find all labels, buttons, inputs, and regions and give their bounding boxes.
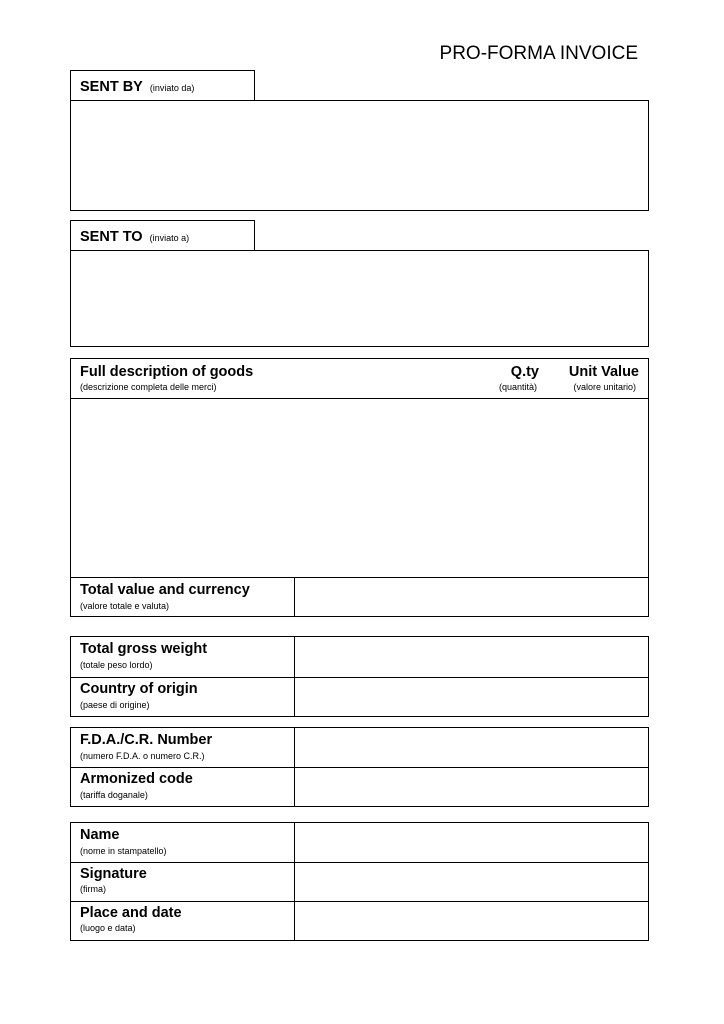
armonized-code-label: Armonized code (80, 771, 193, 787)
gross-weight-label: Total gross weight (80, 641, 208, 657)
armonized-code-field[interactable] (295, 768, 648, 806)
gross-weight-sublabel: (totale peso lordo) (80, 660, 153, 670)
total-value-label: Total value and currency (80, 582, 250, 598)
total-value-sublabel: (valore totale e valuta) (80, 601, 170, 611)
place-and-date-field[interactable] (295, 902, 648, 940)
gross-weight-field[interactable] (295, 637, 648, 677)
signature-sublabel: (firma) (80, 884, 106, 894)
sent-to-tab (70, 220, 255, 251)
fda-number-field[interactable] (295, 728, 648, 767)
qty-label: Q.ty (510, 364, 539, 380)
fda-number-label: F.D.A./C.R. Number (80, 732, 213, 748)
goods-items-field[interactable] (71, 399, 648, 577)
qty-sublabel: (quantità) (498, 382, 537, 392)
goods-description-label: Full description of goods (80, 364, 254, 380)
country-of-origin-label: Country of origin (80, 681, 198, 697)
goods-description-sublabel: (descrizione completa delle merci) (80, 382, 217, 392)
sent-by-label: SENT BY (80, 79, 143, 95)
unit-value-sublabel: (valore unitario) (573, 382, 636, 392)
name-label: Name (80, 827, 120, 843)
name-field[interactable] (295, 823, 648, 862)
place-and-date-sublabel: (luogo e data) (80, 923, 136, 933)
fda-number-sublabel: (numero F.D.A. o numero C.R.) (80, 751, 205, 761)
sent-to-sublabel: (inviato a) (149, 233, 190, 243)
total-value-field[interactable] (295, 578, 648, 617)
sent-by-field[interactable] (70, 100, 649, 211)
signature-label: Signature (80, 866, 147, 882)
signature-field[interactable] (295, 863, 648, 901)
codes-table (70, 727, 649, 807)
place-and-date-label: Place and date (80, 905, 182, 921)
signoff-table (70, 822, 649, 941)
name-sublabel: (nome in stampatello) (80, 846, 167, 856)
armonized-code-sublabel: (tariffa doganale) (80, 790, 148, 800)
sent-by-sublabel: (inviato da) (149, 83, 195, 93)
country-of-origin-sublabel: (paese di origine) (80, 700, 150, 710)
country-of-origin-field[interactable] (295, 678, 648, 716)
unit-value-label: Unit Value (568, 364, 639, 380)
sent-to-field[interactable] (70, 250, 649, 347)
sent-to-label: SENT TO (80, 229, 143, 245)
goods-table (70, 358, 649, 617)
sent-by-tab (70, 70, 255, 101)
page-title: PRO-FORMA INVOICE (439, 43, 638, 64)
shipment-table (70, 636, 649, 717)
